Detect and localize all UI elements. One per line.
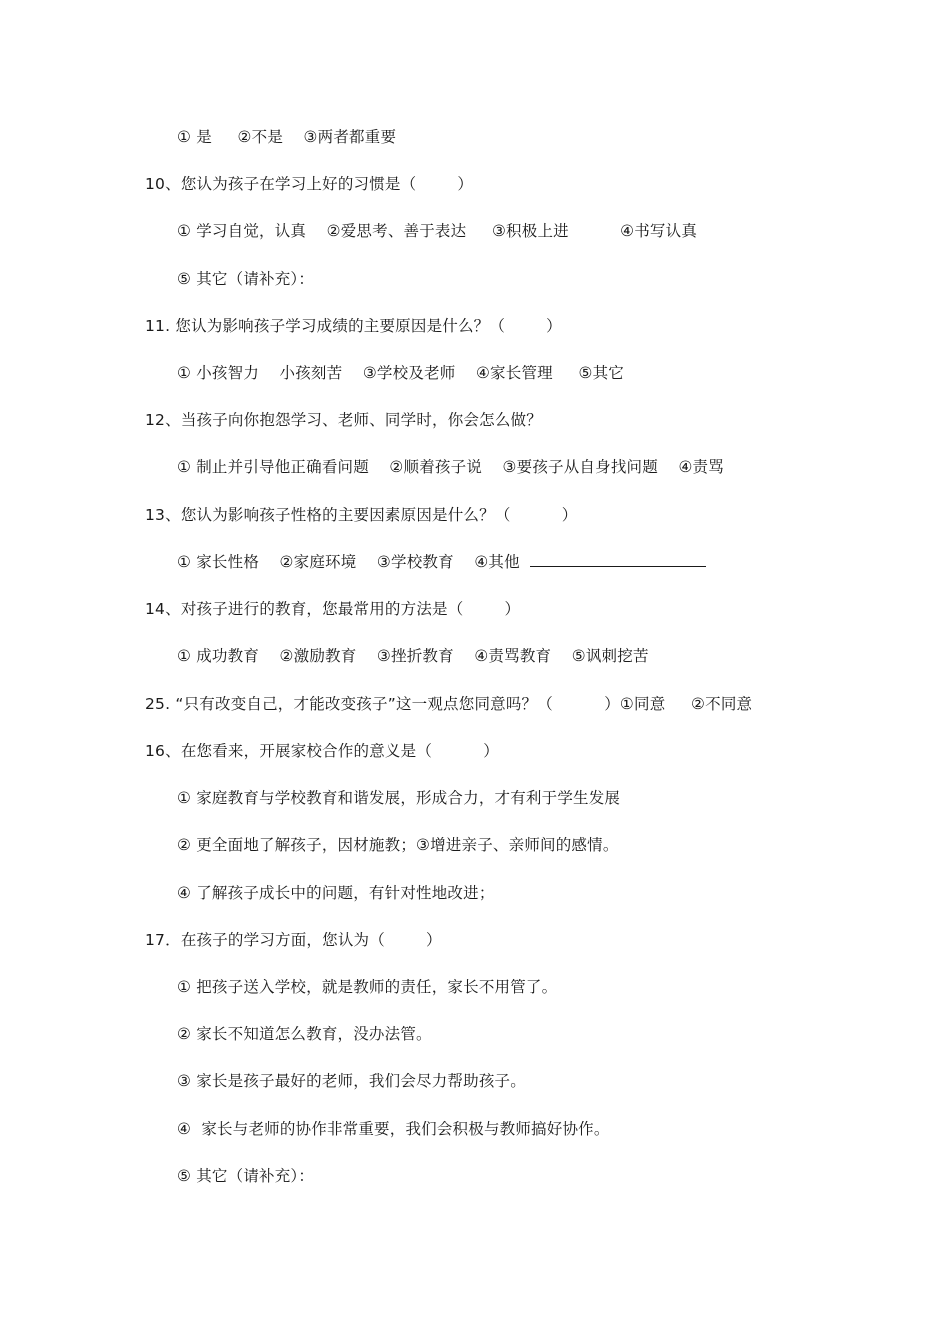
question-10: 10、您认为孩子在学习上好的习惯是（ ） bbox=[145, 175, 474, 193]
q14-options: ① 成功教育 ②激励教育 ③挫折教育 ④责骂教育 ⑤讽刺挖苦 bbox=[177, 647, 649, 665]
question-14: 14、对孩子进行的教育，您最常用的方法是（ ） bbox=[145, 600, 521, 618]
q17-option-3: ③ 家长是孩子最好的老师，我们会尽力帮助孩子。 bbox=[177, 1072, 526, 1090]
q10-option-other: ⑤ 其它（请补充）： bbox=[177, 270, 315, 288]
q17-option-4: ④ 家长与老师的协作非常重要，我们会积极与教师搞好协作。 bbox=[177, 1120, 610, 1138]
question-16: 16、在您看来，开展家校合作的意义是（ ） bbox=[145, 742, 499, 760]
q13-options: ① 家长性格 ②家庭环境 ③学校教育 ④其他 bbox=[177, 553, 520, 571]
q16-option-4: ④ 了解孩子成长中的问题，有针对性地改进； bbox=[177, 884, 495, 902]
question-13: 13、您认为影响孩子性格的主要因素原因是什么？（ ） bbox=[145, 506, 578, 524]
q16-option-1: ① 家庭教育与学校教育和谐发展，形成合力，才有利于学生发展 bbox=[177, 789, 621, 807]
q13-answer-blank bbox=[530, 552, 706, 567]
q11-options: ① 小孩智力 小孩刻苦 ③学校及老师 ④家长管理 ⑤其它 bbox=[177, 364, 624, 382]
q13-options-row bbox=[177, 551, 706, 573]
q17-option-2: ② 家长不知道怎么教育，没办法管。 bbox=[177, 1025, 432, 1043]
q10-options: ① 学习自觉，认真 ②爱思考、善于表达 ③积极上进 ④书写认真 bbox=[177, 222, 698, 240]
q9-options: ① 是 ②不是 ③两者都重要 bbox=[177, 128, 397, 146]
q12-options: ① 制止并引导他正确看问题 ②顺着孩子说 ③要孩子从自身找问题 ④责骂 bbox=[177, 458, 724, 476]
question-17: 17．在孩子的学习方面，您认为（ ） bbox=[145, 931, 442, 949]
q17-option-1: ① 把孩子送入学校，就是教师的责任，家长不用管了。 bbox=[177, 978, 558, 996]
question-11: 11. 您认为影响孩子学习成绩的主要原因是什么？（ ） bbox=[145, 317, 562, 335]
q16-option-2: ② 更全面地了解孩子，因材施教；③增进亲子、亲师间的感情。 bbox=[177, 836, 619, 854]
question-15: 25. “只有改变自己，才能改变孩子”这一观点您同意吗？（ ）①同意 ②不同意 bbox=[145, 695, 753, 713]
question-12: 12、当孩子向你抱怨学习、老师、同学时，你会怎么做？ bbox=[145, 411, 542, 429]
q17-option-5: ⑤ 其它（请补充）： bbox=[177, 1167, 315, 1185]
